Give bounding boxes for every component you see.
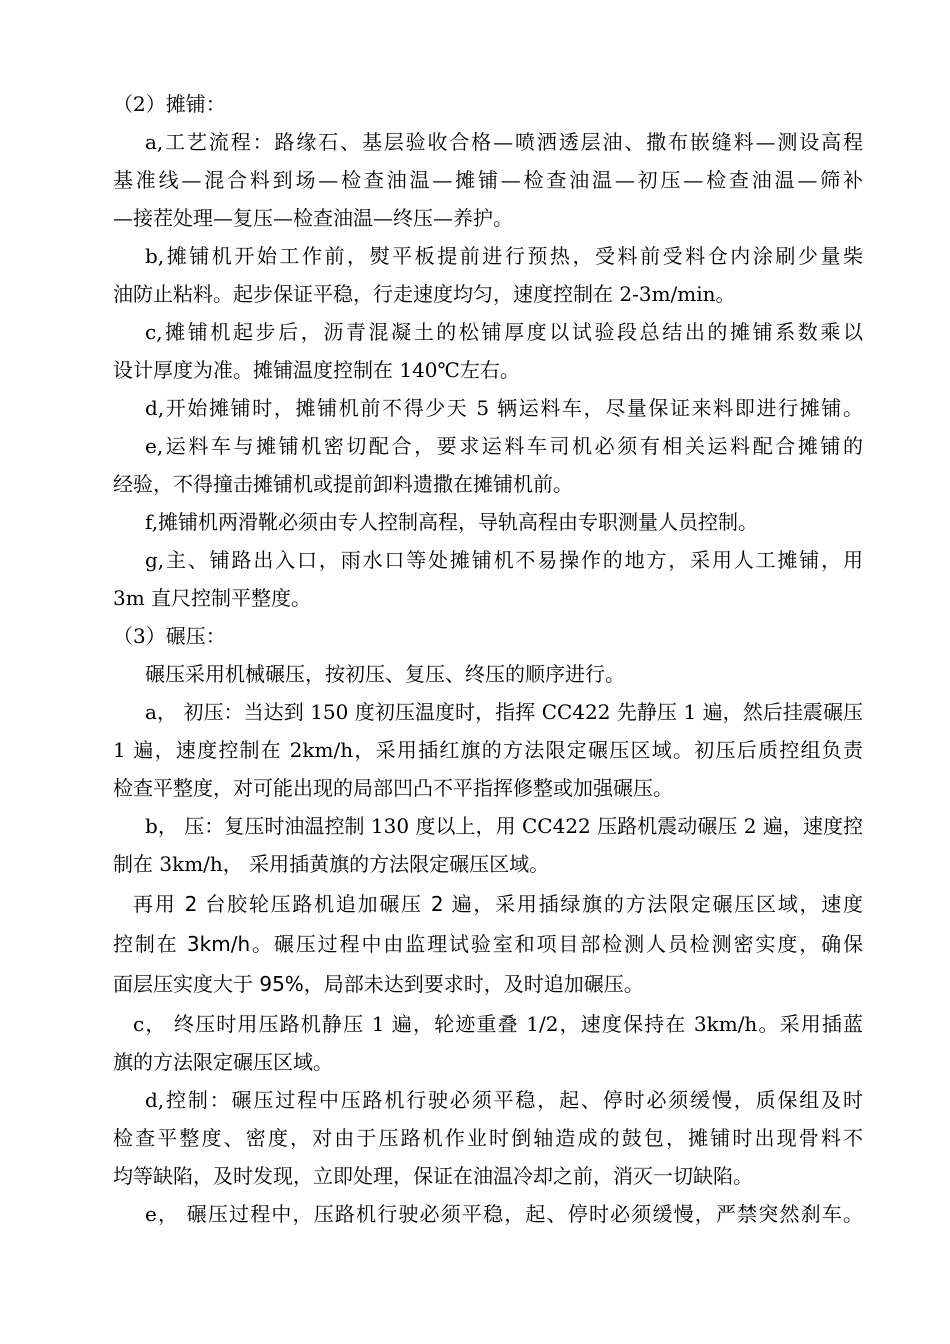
paragraph-line: 基准线—混合料到场—检查油温—摊铺—检查油温—初压—检查油温—筛补 [113,168,863,192]
heading-rolling: （3）碾压： [113,624,226,648]
paragraph-line: c， 终压时用压路机静压 1 遍，轮迹重叠 1/2，速度保持在 3km/h。采用插蓝 [133,1012,863,1036]
paragraph-line: e， 碾压过程中，压路机行驶必须平稳，起、停时必须缓慢，严禁突然刹车。 [145,1202,863,1226]
paragraph-line: d,开始摊铺时，摊铺机前不得少天 5 辆运料车，尽量保证来料即进行摊铺。 [145,396,863,420]
paragraph-line: 制在 3km/h， 采用插黄旗的方法限定碾压区域。 [113,852,550,876]
paragraph-line: f,摊铺机两滑靴必须由专人控制高程，导轨高程由专职测量人员控制。 [145,510,759,534]
paragraph-line: 油防止粘料。起步保证平稳，行走速度均匀，速度控制在 2-3m/min。 [113,282,736,306]
paragraph-line: c,摊铺机起步后，沥青混凝土的松铺厚度以试验段总结出的摊铺系数乘以 [145,320,863,344]
heading-paving: （2）摊铺： [113,92,226,116]
paragraph-line: 检查平整度、密度，对由于压路机作业时倒轴造成的鼓包，摊铺时出现骨料不 [113,1126,863,1150]
paragraph-line: 再用 2 台胶轮压路机追加碾压 2 遍，采用插绿旗的方法限定碾压区域，速度 [133,892,863,916]
paragraph-line: 控制在 3km/h。碾压过程中由监理试验室和项目部检测人员检测密实度，确保 [113,932,863,956]
paragraph-line: 均等缺陷，及时发现，立即处理，保证在油温冷却之前，消灭一切缺陷。 [113,1164,753,1188]
paragraph-line: 检查平整度，对可能出现的局部凹凸不平指挥修整或加强碾压。 [113,776,673,800]
paragraph-line: a,工艺流程：路缘石、基层验收合格—喷洒透层油、撒布嵌缝料—测设高程 [145,130,863,154]
paragraph-line: 1 遍，速度控制在 2km/h，采用插红旗的方法限定碾压区域。初压后质控组负责 [113,738,863,762]
paragraph-line: a， 初压：当达到 150 度初压温度时，指挥 CC422 先静压 1 遍，然后挂震碾压 [145,700,863,724]
paragraph-line: g,主、铺路出入口，雨水口等处摊铺机不易操作的地方，采用人工摊铺，用 [145,548,863,572]
paragraph-line: 经验，不得撞击摊铺机或提前卸料遗撒在摊铺机前。 [113,472,573,496]
paragraph-line: 旗的方法限定碾压区域。 [113,1050,333,1074]
paragraph-line: 设计厚度为准。摊铺温度控制在 140℃左右。 [113,358,520,382]
paragraph-line: 3m 直尺控制平整度。 [113,586,312,610]
paragraph-line: b， 压：复压时油温控制 130 度以上，用 CC422 压路机震动碾压 2 遍，速度控 [145,814,863,838]
paragraph-line: 碾压采用机械碾压，按初压、复压、终压的顺序进行。 [145,662,625,686]
paragraph-line: 面层压实度大于 95%，局部未达到要求时，及时追加碾压。 [113,972,644,996]
paragraph-line: e,运料车与摊铺机密切配合，要求运料车司机必须有相关运料配合摊铺的 [145,434,863,458]
paragraph-line: —接茬处理—复压—检查油温—终压—养护。 [113,206,513,230]
paragraph-line: d,控制：碾压过程中压路机行驶必须平稳，起、停时必须缓慢，质保组及时 [145,1088,863,1112]
paragraph-line: b,摊铺机开始工作前，熨平板提前进行预热，受料前受料仓内涂刷少量柴 [145,244,863,268]
